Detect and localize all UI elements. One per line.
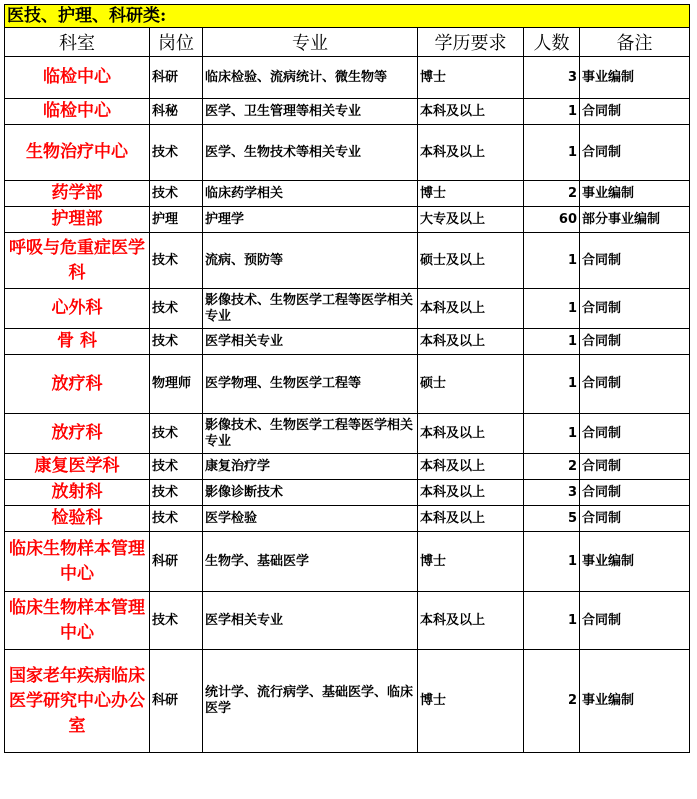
cell-dept: 骨 科 (5, 329, 150, 355)
cell-dept: 临床生物样本管理中心 (5, 532, 150, 592)
table-row (5, 125, 690, 181)
cell-dept: 临检中心 (5, 57, 150, 99)
cell-major: 医学检验 (203, 506, 418, 532)
header-major: 专业 (203, 28, 418, 57)
cell-major: 医学、卫生管理等相关专业 (203, 99, 418, 125)
cell-dept: 心外科 (5, 289, 150, 329)
cell-post: 护理 (150, 207, 203, 233)
cell-dept: 放疗科 (5, 414, 150, 454)
cell-dept: 放疗科 (5, 355, 150, 414)
cell-education: 博士 (418, 57, 524, 99)
cell-dept: 临床生物样本管理中心 (5, 592, 150, 650)
cell-count: 1 (524, 233, 580, 289)
cell-major: 医学相关专业 (203, 592, 418, 650)
cell-remark: 事业编制 (580, 57, 690, 99)
cell-count: 3 (524, 480, 580, 506)
cell-dept: 放射科 (5, 480, 150, 506)
table-row (5, 99, 690, 125)
cell-remark: 合同制 (580, 480, 690, 506)
cell-dept: 呼吸与危重症医学科 (5, 233, 150, 289)
cell-post: 技术 (150, 480, 203, 506)
cell-education: 大专及以上 (418, 207, 524, 233)
cell-dept: 生物治疗中心 (5, 125, 150, 181)
header-count: 人数 (524, 28, 580, 57)
header-post: 岗位 (150, 28, 203, 57)
table-row (5, 181, 690, 207)
cell-post: 技术 (150, 181, 203, 207)
cell-major: 护理学 (203, 207, 418, 233)
cell-education: 本科及以上 (418, 506, 524, 532)
table-row (5, 289, 690, 329)
cell-post: 科研 (150, 532, 203, 592)
table-row (5, 355, 690, 414)
cell-post: 科秘 (150, 99, 203, 125)
cell-remark: 合同制 (580, 125, 690, 181)
cell-post: 技术 (150, 592, 203, 650)
cell-remark: 合同制 (580, 506, 690, 532)
cell-major: 流病、预防等 (203, 233, 418, 289)
cell-remark: 部分事业编制 (580, 207, 690, 233)
cell-major: 临床药学相关 (203, 181, 418, 207)
cell-education: 博士 (418, 532, 524, 592)
cell-post: 技术 (150, 454, 203, 480)
cell-count: 1 (524, 355, 580, 414)
header-dept: 科室 (5, 28, 150, 57)
cell-major: 康复治疗学 (203, 454, 418, 480)
cell-post: 技术 (150, 329, 203, 355)
cell-major: 生物学、基础医学 (203, 532, 418, 592)
cell-count: 3 (524, 57, 580, 99)
cell-major: 影像诊断技术 (203, 480, 418, 506)
cell-count: 2 (524, 454, 580, 480)
cell-major: 医学相关专业 (203, 329, 418, 355)
recruitment-table (4, 4, 690, 753)
table-row (5, 506, 690, 532)
cell-remark: 合同制 (580, 233, 690, 289)
cell-education: 博士 (418, 650, 524, 753)
header-row (5, 28, 690, 57)
cell-dept: 护理部 (5, 207, 150, 233)
cell-post: 技术 (150, 125, 203, 181)
cell-education: 本科及以上 (418, 125, 524, 181)
table-title: 医技、护理、科研类: (5, 5, 690, 28)
cell-major: 统计学、流行病学、基础医学、临床医学 (203, 650, 418, 753)
cell-remark: 合同制 (580, 592, 690, 650)
table-row (5, 414, 690, 454)
cell-dept: 国家老年疾病临床医学研究中心办公室 (5, 650, 150, 753)
cell-post: 技术 (150, 289, 203, 329)
cell-dept: 康复医学科 (5, 454, 150, 480)
cell-major: 影像技术、生物医学工程等医学相关专业 (203, 289, 418, 329)
cell-education: 硕士 (418, 355, 524, 414)
cell-count: 2 (524, 181, 580, 207)
table-row (5, 454, 690, 480)
cell-post: 技术 (150, 414, 203, 454)
cell-education: 本科及以上 (418, 99, 524, 125)
cell-dept: 检验科 (5, 506, 150, 532)
cell-remark: 合同制 (580, 454, 690, 480)
cell-post: 科研 (150, 57, 203, 99)
cell-dept: 药学部 (5, 181, 150, 207)
cell-dept: 临检中心 (5, 99, 150, 125)
cell-count: 1 (524, 414, 580, 454)
cell-post: 科研 (150, 650, 203, 753)
title-row (5, 5, 690, 28)
cell-post: 技术 (150, 506, 203, 532)
cell-education: 本科及以上 (418, 480, 524, 506)
cell-remark: 合同制 (580, 355, 690, 414)
table-row (5, 329, 690, 355)
cell-education: 本科及以上 (418, 289, 524, 329)
cell-remark: 合同制 (580, 99, 690, 125)
cell-remark: 事业编制 (580, 181, 690, 207)
cell-count: 1 (524, 289, 580, 329)
cell-count: 1 (524, 125, 580, 181)
table-row (5, 480, 690, 506)
cell-remark: 合同制 (580, 289, 690, 329)
cell-remark: 事业编制 (580, 532, 690, 592)
cell-remark: 事业编制 (580, 650, 690, 753)
cell-education: 本科及以上 (418, 454, 524, 480)
cell-count: 1 (524, 99, 580, 125)
header-remark: 备注 (580, 28, 690, 57)
cell-remark: 合同制 (580, 414, 690, 454)
cell-remark: 合同制 (580, 329, 690, 355)
cell-count: 1 (524, 329, 580, 355)
cell-education: 本科及以上 (418, 414, 524, 454)
cell-education: 硕士及以上 (418, 233, 524, 289)
cell-count: 5 (524, 506, 580, 532)
table-row (5, 532, 690, 592)
table-row (5, 650, 690, 753)
header-education: 学历要求 (418, 28, 524, 57)
cell-count: 1 (524, 592, 580, 650)
table-row (5, 207, 690, 233)
cell-major: 临床检验、流病统计、微生物等 (203, 57, 418, 99)
cell-education: 本科及以上 (418, 329, 524, 355)
cell-post: 物理师 (150, 355, 203, 414)
cell-count: 60 (524, 207, 580, 233)
cell-post: 技术 (150, 233, 203, 289)
cell-education: 本科及以上 (418, 592, 524, 650)
table-row (5, 233, 690, 289)
cell-major: 医学、生物技术等相关专业 (203, 125, 418, 181)
table-row (5, 57, 690, 99)
cell-count: 2 (524, 650, 580, 753)
cell-major: 影像技术、生物医学工程等医学相关专业 (203, 414, 418, 454)
cell-education: 博士 (418, 181, 524, 207)
table-body (5, 57, 690, 753)
cell-count: 1 (524, 532, 580, 592)
table-row (5, 592, 690, 650)
cell-major: 医学物理、生物医学工程等 (203, 355, 418, 414)
